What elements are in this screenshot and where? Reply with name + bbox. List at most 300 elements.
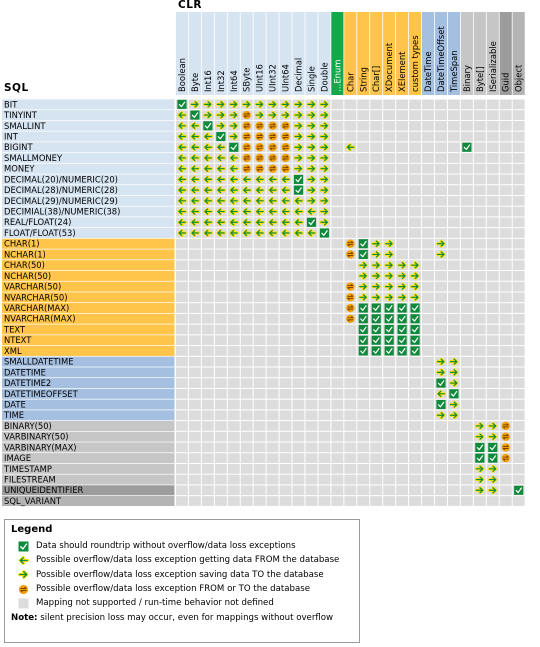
matrix-cell-unsupported bbox=[241, 314, 253, 324]
green-check-icon bbox=[411, 346, 420, 355]
matrix-cell-unsupported bbox=[344, 485, 356, 495]
matrix-cell-unsupported bbox=[370, 228, 382, 238]
matrix-cell-unsupported bbox=[487, 110, 499, 120]
matrix-cell-unsupported bbox=[500, 475, 512, 485]
matrix-cell-unsupported bbox=[254, 496, 266, 506]
matrix-cell-unsupported bbox=[448, 432, 460, 442]
matrix-cell-unsupported bbox=[176, 410, 188, 420]
matrix-cell-unsupported bbox=[396, 196, 408, 206]
matrix-cell-unsupported bbox=[422, 421, 434, 431]
matrix-cell-unsupported bbox=[280, 239, 292, 249]
sql-type-row bbox=[2, 442, 525, 452]
orange-both-arrows-icon bbox=[19, 584, 28, 593]
matrix-cell-unsupported bbox=[344, 175, 356, 185]
matrix-cell-unsupported bbox=[331, 432, 343, 442]
legend-item bbox=[11, 582, 359, 596]
matrix-cell-unsupported bbox=[228, 346, 240, 356]
matrix-cell-unsupported bbox=[241, 475, 253, 485]
matrix-cell-unsupported bbox=[500, 378, 512, 388]
matrix-cell-unsupported bbox=[254, 260, 266, 270]
green-check-icon bbox=[216, 132, 225, 141]
matrix-cell-unsupported bbox=[513, 357, 525, 367]
matrix-cell-unsupported bbox=[435, 271, 447, 281]
row-header-label: UNIQUEIDENTIFIER bbox=[4, 485, 84, 496]
legend-note-label: Note: bbox=[11, 613, 38, 624]
matrix-cell-unsupported bbox=[461, 368, 473, 378]
matrix-cell-unsupported bbox=[202, 346, 214, 356]
matrix-cell-unsupported bbox=[228, 485, 240, 495]
legend-item-text: Possible overflow/data loss exception getting data FROM the database bbox=[36, 555, 340, 566]
row-header-label: NVARCHAR(50) bbox=[4, 292, 68, 303]
matrix-cell-unsupported bbox=[448, 282, 460, 292]
green-check-icon bbox=[398, 314, 407, 323]
matrix-cell-unsupported bbox=[500, 175, 512, 185]
column-header-label: Char bbox=[345, 72, 356, 92]
matrix-cell-unsupported bbox=[357, 217, 369, 227]
matrix-cell-unsupported bbox=[241, 453, 253, 463]
matrix-cell-unsupported bbox=[357, 121, 369, 131]
clr-column-header bbox=[513, 12, 525, 95]
matrix-cell-unsupported bbox=[383, 410, 395, 420]
matrix-cell-unsupported bbox=[396, 100, 408, 110]
sql-type-row bbox=[2, 207, 525, 217]
matrix-cell-unsupported bbox=[409, 110, 421, 120]
row-header-label: DECIMAL(29)/NUMERIC(29) bbox=[4, 195, 118, 206]
matrix-cell-unsupported bbox=[344, 207, 356, 217]
matrix-cell-unsupported bbox=[370, 153, 382, 163]
matrix-cell-unsupported bbox=[435, 292, 447, 302]
orange-both-arrows-icon bbox=[243, 143, 251, 151]
matrix-cell-unsupported bbox=[331, 100, 343, 110]
orange-both-arrows-icon bbox=[346, 250, 354, 258]
matrix-cell-unsupported bbox=[318, 410, 330, 420]
matrix-cell-unsupported bbox=[383, 164, 395, 174]
matrix-cell-unsupported bbox=[370, 475, 382, 485]
matrix-cell-unsupported bbox=[241, 292, 253, 302]
matrix-cell-unsupported bbox=[331, 464, 343, 474]
matrix-cell-unsupported bbox=[280, 250, 292, 260]
matrix-cell-unsupported bbox=[267, 432, 279, 442]
matrix-cell-unsupported bbox=[409, 217, 421, 227]
matrix-cell-unsupported bbox=[331, 314, 343, 324]
matrix-cell-unsupported bbox=[215, 496, 227, 506]
matrix-cell-unsupported bbox=[461, 485, 473, 495]
matrix-cell-unsupported bbox=[487, 100, 499, 110]
matrix-cell-unsupported bbox=[422, 153, 434, 163]
matrix-cell-unsupported bbox=[331, 153, 343, 163]
matrix-cell-unsupported bbox=[228, 292, 240, 302]
matrix-cell-unsupported bbox=[487, 185, 499, 195]
matrix-cell-unsupported bbox=[383, 421, 395, 431]
matrix-cell-unsupported bbox=[202, 335, 214, 345]
orange-both-arrows-icon bbox=[243, 154, 251, 162]
matrix-cell-unsupported bbox=[474, 185, 486, 195]
matrix-cell-unsupported bbox=[228, 496, 240, 506]
matrix-cell-unsupported bbox=[202, 443, 214, 453]
matrix-cell-unsupported bbox=[474, 389, 486, 399]
sql-type-row bbox=[2, 121, 525, 131]
not-supported-swatch bbox=[346, 121, 355, 130]
legend-item bbox=[11, 539, 359, 553]
matrix-cell-unsupported bbox=[357, 432, 369, 442]
matrix-cell-unsupported bbox=[409, 121, 421, 131]
matrix-cell-unsupported bbox=[435, 485, 447, 495]
matrix-cell-unsupported bbox=[500, 357, 512, 367]
matrix-cell-unsupported bbox=[409, 239, 421, 249]
matrix-cell-unsupported bbox=[189, 239, 201, 249]
matrix-cell-unsupported bbox=[461, 378, 473, 388]
matrix-cell-unsupported bbox=[228, 453, 240, 463]
matrix-cell-unsupported bbox=[331, 303, 343, 313]
matrix-cell-unsupported bbox=[306, 282, 318, 292]
matrix-cell-unsupported bbox=[435, 346, 447, 356]
matrix-cell-unsupported bbox=[422, 142, 434, 152]
matrix-cell-unsupported bbox=[435, 228, 447, 238]
sql-type-row bbox=[2, 346, 525, 356]
column-header-label: XElement bbox=[397, 51, 408, 92]
legend-item-text: Data should roundtrip without overflow/data loss exceptions bbox=[36, 541, 296, 552]
orange-both-arrows-icon bbox=[255, 132, 263, 140]
column-header-label: Int16 bbox=[202, 70, 213, 92]
matrix-cell-unsupported bbox=[254, 410, 266, 420]
sql-axis-title: SQL bbox=[4, 82, 29, 94]
matrix-cell-unsupported bbox=[435, 314, 447, 324]
matrix-cell-unsupported bbox=[474, 250, 486, 260]
clr-column-header bbox=[292, 12, 304, 95]
matrix-cell-unsupported bbox=[422, 357, 434, 367]
matrix-cell-unsupported bbox=[513, 164, 525, 174]
green-check-icon bbox=[449, 389, 458, 398]
matrix-cell-unsupported bbox=[357, 378, 369, 388]
matrix-cell-unsupported bbox=[513, 153, 525, 163]
matrix-cell-unsupported bbox=[448, 271, 460, 281]
green-check-icon bbox=[385, 346, 394, 355]
matrix-cell-unsupported bbox=[409, 175, 421, 185]
matrix-cell-unsupported bbox=[500, 228, 512, 238]
matrix-cell-unsupported bbox=[461, 314, 473, 324]
matrix-cell-unsupported bbox=[267, 260, 279, 270]
matrix-cell-unsupported bbox=[500, 368, 512, 378]
matrix-cell-unsupported bbox=[422, 207, 434, 217]
matrix-cell-unsupported bbox=[241, 485, 253, 495]
matrix-cell-unsupported bbox=[280, 389, 292, 399]
matrix-cell-unsupported bbox=[422, 110, 434, 120]
matrix-cell-unsupported bbox=[176, 260, 188, 270]
matrix-cell-unsupported bbox=[487, 207, 499, 217]
matrix-cell-unsupported bbox=[215, 357, 227, 367]
matrix-cell-unsupported bbox=[293, 239, 305, 249]
matrix-cell-unsupported bbox=[448, 239, 460, 249]
matrix-cell-unsupported bbox=[318, 496, 330, 506]
matrix-cell-unsupported bbox=[435, 475, 447, 485]
matrix-cell-unsupported bbox=[241, 410, 253, 420]
matrix-cell-unsupported bbox=[344, 389, 356, 399]
orange-both-arrows-icon bbox=[268, 122, 276, 130]
matrix-cell-unsupported bbox=[306, 421, 318, 431]
green-check-icon bbox=[411, 303, 420, 312]
matrix-cell-unsupported bbox=[357, 389, 369, 399]
matrix-cell-unsupported bbox=[383, 121, 395, 131]
matrix-cell-unsupported bbox=[370, 389, 382, 399]
matrix-cell-unsupported bbox=[422, 314, 434, 324]
matrix-cell-unsupported bbox=[513, 228, 525, 238]
column-header-label: Byte bbox=[189, 72, 200, 92]
sql-type-row bbox=[2, 260, 525, 270]
column-header-label: Single bbox=[306, 66, 317, 92]
not-supported-swatch bbox=[346, 111, 355, 120]
clr-column-header bbox=[461, 12, 473, 95]
row-header-label: DATETIME bbox=[4, 367, 46, 378]
matrix-cell-unsupported bbox=[383, 185, 395, 195]
matrix-cell-unsupported bbox=[344, 346, 356, 356]
matrix-cell-unsupported bbox=[474, 357, 486, 367]
matrix-cell-unsupported bbox=[396, 485, 408, 495]
matrix-cell-unsupported bbox=[176, 453, 188, 463]
matrix-cell-unsupported bbox=[396, 153, 408, 163]
matrix-cell-unsupported bbox=[513, 335, 525, 345]
matrix-cell-unsupported bbox=[318, 271, 330, 281]
matrix-cell-unsupported bbox=[202, 292, 214, 302]
matrix-cell-unsupported bbox=[487, 153, 499, 163]
matrix-cell-unsupported bbox=[474, 282, 486, 292]
matrix-cell-unsupported bbox=[448, 292, 460, 302]
matrix-cell-unsupported bbox=[409, 496, 421, 506]
matrix-cell-unsupported bbox=[435, 142, 447, 152]
matrix-cell-unsupported bbox=[241, 303, 253, 313]
column-header-label: UInt64 bbox=[280, 64, 291, 92]
matrix-cell-unsupported bbox=[306, 485, 318, 495]
green-check-icon bbox=[411, 314, 420, 323]
matrix-cell-unsupported bbox=[344, 368, 356, 378]
green-check-icon bbox=[359, 303, 368, 312]
matrix-cell-unsupported bbox=[396, 185, 408, 195]
matrix-cell-unsupported bbox=[202, 432, 214, 442]
matrix-cell-unsupported bbox=[383, 475, 395, 485]
matrix-cell-unsupported bbox=[293, 389, 305, 399]
matrix-cell-unsupported bbox=[409, 228, 421, 238]
matrix-cell-unsupported bbox=[293, 443, 305, 453]
green-check-icon bbox=[190, 111, 199, 120]
matrix-cell-unsupported bbox=[189, 282, 201, 292]
matrix-cell-unsupported bbox=[254, 346, 266, 356]
matrix-cell-unsupported bbox=[461, 389, 473, 399]
clr-column-header bbox=[435, 12, 447, 95]
matrix-cell-unsupported bbox=[448, 110, 460, 120]
matrix-cell-unsupported bbox=[448, 335, 460, 345]
orange-both-arrows-icon bbox=[346, 240, 354, 248]
matrix-cell-unsupported bbox=[344, 400, 356, 410]
matrix-cell-unsupported bbox=[331, 475, 343, 485]
matrix-cell-unsupported bbox=[409, 389, 421, 399]
matrix-cell-unsupported bbox=[435, 110, 447, 120]
matrix-cell-unsupported bbox=[280, 282, 292, 292]
green-check-icon bbox=[475, 454, 484, 463]
matrix-cell-unsupported bbox=[422, 303, 434, 313]
matrix-cell-unsupported bbox=[254, 432, 266, 442]
matrix-cell-unsupported bbox=[396, 217, 408, 227]
matrix-cell-unsupported bbox=[254, 357, 266, 367]
matrix-cell-unsupported bbox=[306, 325, 318, 335]
matrix-cell-unsupported bbox=[474, 260, 486, 270]
matrix-cell-unsupported bbox=[280, 260, 292, 270]
matrix-cell-unsupported bbox=[435, 335, 447, 345]
matrix-cell-unsupported bbox=[267, 239, 279, 249]
green-check-icon bbox=[294, 175, 303, 184]
matrix-cell-unsupported bbox=[513, 368, 525, 378]
matrix-cell-unsupported bbox=[500, 496, 512, 506]
green-check-icon bbox=[359, 346, 368, 355]
yellow-left-arrow-icon bbox=[20, 558, 27, 564]
matrix-cell-unsupported bbox=[396, 368, 408, 378]
matrix-cell-unsupported bbox=[461, 239, 473, 249]
matrix-cell-unsupported bbox=[202, 378, 214, 388]
matrix-cell-unsupported bbox=[461, 282, 473, 292]
matrix-cell-unsupported bbox=[215, 239, 227, 249]
matrix-cell-unsupported bbox=[422, 400, 434, 410]
matrix-cell-unsupported bbox=[435, 421, 447, 431]
matrix-cell-unsupported bbox=[228, 432, 240, 442]
matrix-cell-unsupported bbox=[357, 357, 369, 367]
matrix-cell-unsupported bbox=[383, 464, 395, 474]
matrix-cell-unsupported bbox=[267, 314, 279, 324]
matrix-cell-unsupported bbox=[357, 207, 369, 217]
matrix-cell-unsupported bbox=[448, 207, 460, 217]
matrix-cell-unsupported bbox=[331, 164, 343, 174]
matrix-cell-unsupported bbox=[331, 335, 343, 345]
matrix-cell-unsupported bbox=[513, 389, 525, 399]
green-check-icon bbox=[436, 379, 445, 388]
matrix-cell-unsupported bbox=[357, 400, 369, 410]
matrix-cell-unsupported bbox=[331, 239, 343, 249]
matrix-cell-unsupported bbox=[461, 175, 473, 185]
matrix-cell-unsupported bbox=[513, 421, 525, 431]
matrix-cell-unsupported bbox=[448, 217, 460, 227]
matrix-cell-unsupported bbox=[396, 121, 408, 131]
sql-type-row bbox=[2, 131, 525, 141]
matrix-cell-unsupported bbox=[513, 292, 525, 302]
matrix-cell-unsupported bbox=[344, 271, 356, 281]
orange-both-arrows-icon bbox=[281, 122, 289, 130]
matrix-cell-unsupported bbox=[500, 410, 512, 420]
matrix-cell-unsupported bbox=[344, 432, 356, 442]
matrix-cell-unsupported bbox=[215, 292, 227, 302]
matrix-cell-unsupported bbox=[383, 443, 395, 453]
matrix-cell-unsupported bbox=[228, 271, 240, 281]
matrix-cell-unsupported bbox=[474, 239, 486, 249]
sql-type-row bbox=[2, 99, 525, 109]
matrix-cell-unsupported bbox=[344, 335, 356, 345]
matrix-cell-unsupported bbox=[176, 282, 188, 292]
matrix-cell-unsupported bbox=[396, 207, 408, 217]
row-header-label: BIGINT bbox=[4, 142, 33, 153]
matrix-cell-unsupported bbox=[474, 368, 486, 378]
matrix-cell-unsupported bbox=[267, 335, 279, 345]
sql-type-row bbox=[2, 228, 525, 238]
matrix-cell-unsupported bbox=[293, 325, 305, 335]
matrix-cell-unsupported bbox=[474, 346, 486, 356]
matrix-cell-unsupported bbox=[474, 496, 486, 506]
matrix-cell-unsupported bbox=[267, 421, 279, 431]
matrix-cell-unsupported bbox=[306, 410, 318, 420]
matrix-cell-unsupported bbox=[202, 325, 214, 335]
sql-type-row bbox=[2, 357, 525, 367]
matrix-cell-unsupported bbox=[409, 400, 421, 410]
matrix-cell-unsupported bbox=[357, 475, 369, 485]
matrix-cell-unsupported bbox=[461, 443, 473, 453]
matrix-cell-unsupported bbox=[331, 357, 343, 367]
matrix-cell-unsupported bbox=[409, 421, 421, 431]
green-check-icon bbox=[359, 314, 368, 323]
matrix-cell-unsupported bbox=[189, 485, 201, 495]
green-check-icon bbox=[177, 100, 186, 109]
matrix-cell-unsupported bbox=[254, 475, 266, 485]
matrix-cell-unsupported bbox=[513, 175, 525, 185]
matrix-cell-unsupported bbox=[215, 410, 227, 420]
matrix-cell-unsupported bbox=[344, 496, 356, 506]
orange-both-arrows-icon bbox=[255, 143, 263, 151]
matrix-cell-unsupported bbox=[228, 314, 240, 324]
matrix-cell-unsupported bbox=[487, 389, 499, 399]
matrix-cell-unsupported bbox=[383, 357, 395, 367]
matrix-cell-unsupported bbox=[487, 175, 499, 185]
matrix-cell-unsupported bbox=[331, 260, 343, 270]
matrix-cell-unsupported bbox=[500, 314, 512, 324]
matrix-cell-unsupported bbox=[344, 464, 356, 474]
matrix-cell-unsupported bbox=[461, 207, 473, 217]
green-check-icon bbox=[203, 121, 212, 130]
matrix-cell-unsupported bbox=[461, 100, 473, 110]
matrix-cell-unsupported bbox=[344, 378, 356, 388]
matrix-cell-unsupported bbox=[176, 464, 188, 474]
matrix-cell-unsupported bbox=[293, 335, 305, 345]
clr-column-header bbox=[396, 12, 408, 95]
matrix-cell-unsupported bbox=[422, 335, 434, 345]
matrix-cell-unsupported bbox=[189, 432, 201, 442]
clr-column-header bbox=[344, 12, 356, 95]
yellow-right-arrow-icon bbox=[20, 572, 27, 578]
matrix-cell-unsupported bbox=[448, 132, 460, 142]
matrix-cell-unsupported bbox=[474, 400, 486, 410]
matrix-cell-unsupported bbox=[435, 325, 447, 335]
matrix-cell-unsupported bbox=[280, 378, 292, 388]
matrix-cell-unsupported bbox=[461, 271, 473, 281]
matrix-cell-unsupported bbox=[487, 164, 499, 174]
matrix-cell-unsupported bbox=[513, 271, 525, 281]
matrix-cell-unsupported bbox=[228, 475, 240, 485]
matrix-cell-unsupported bbox=[513, 400, 525, 410]
row-header-band bbox=[2, 400, 175, 410]
matrix-cell-unsupported bbox=[500, 132, 512, 142]
matrix-cell-unsupported bbox=[241, 335, 253, 345]
sql-type-row bbox=[2, 164, 525, 174]
matrix-cell-unsupported bbox=[202, 464, 214, 474]
matrix-cell-unsupported bbox=[202, 421, 214, 431]
matrix-cell-unsupported bbox=[280, 325, 292, 335]
matrix-cell-unsupported bbox=[293, 453, 305, 463]
matrix-cell-unsupported bbox=[513, 132, 525, 142]
matrix-cell-unsupported bbox=[228, 421, 240, 431]
matrix-cell-unsupported bbox=[370, 464, 382, 474]
sql-type-row bbox=[2, 271, 525, 281]
matrix-cell-unsupported bbox=[513, 142, 525, 152]
matrix-cell-unsupported bbox=[331, 496, 343, 506]
matrix-cell-unsupported bbox=[215, 485, 227, 495]
matrix-cell-unsupported bbox=[474, 175, 486, 185]
matrix-cell-unsupported bbox=[435, 464, 447, 474]
sql-type-row bbox=[2, 303, 525, 313]
matrix-cell-unsupported bbox=[331, 325, 343, 335]
matrix-cell-unsupported bbox=[228, 282, 240, 292]
